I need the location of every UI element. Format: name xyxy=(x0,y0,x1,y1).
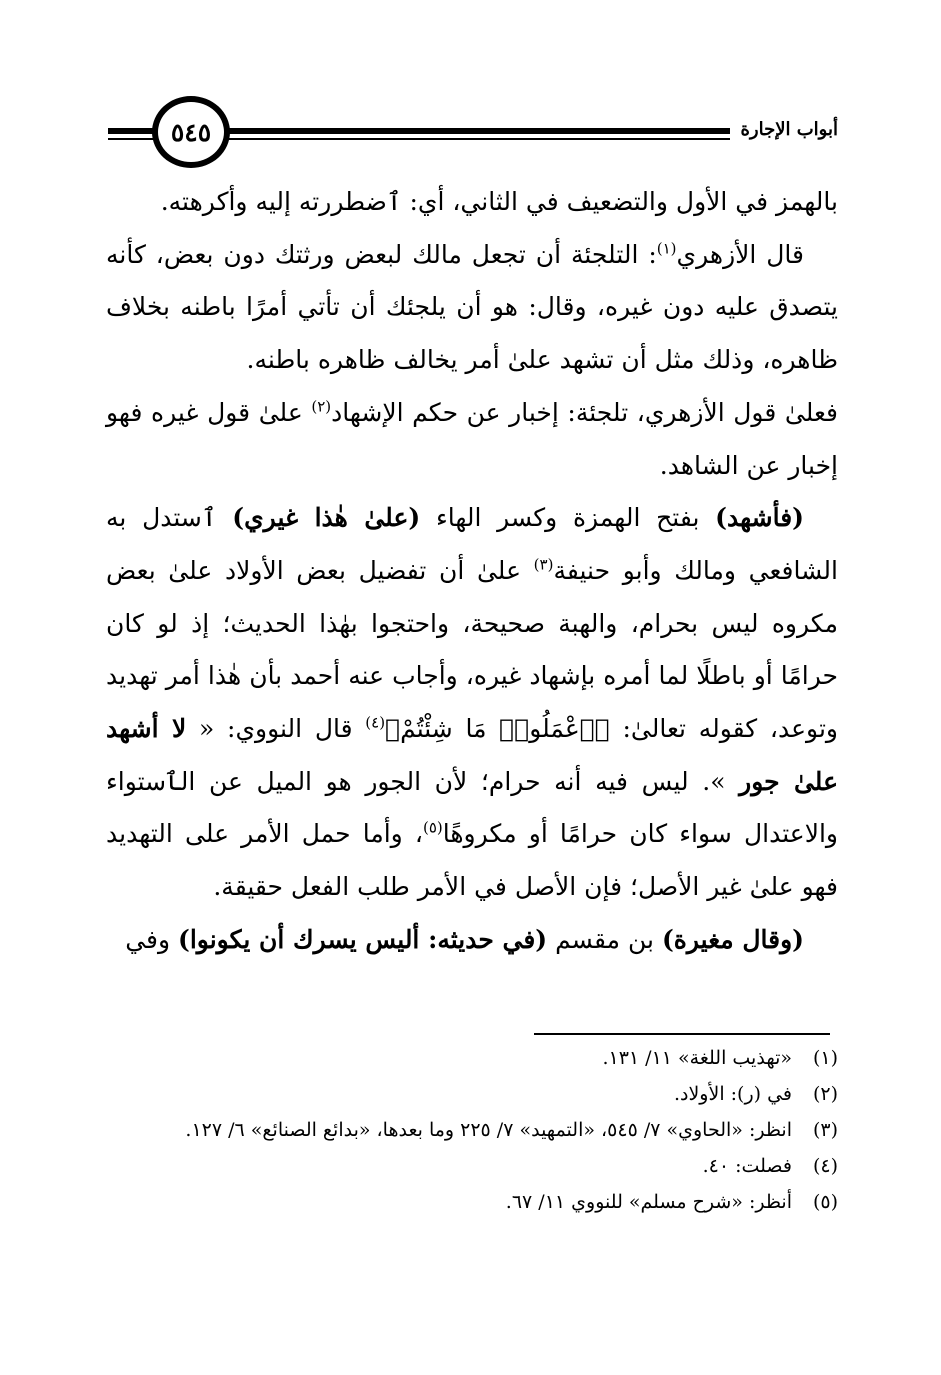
p5-bold-2: (في حديثه: أليس يسرك أن يكونوا) xyxy=(178,924,548,954)
p4-text-a: بفتح الهمزة وكسر الهاء xyxy=(420,503,716,533)
p3-text-a: فعلىٰ قول الأزهري، تلجئة: إخبار عن حكم الإشهاد xyxy=(331,397,838,427)
p5-bold-1: (وقال مغيرة) xyxy=(661,924,804,954)
paragraph-1 xyxy=(106,176,838,229)
footnote-text: «تهذيب اللغة» ١١/ ١٣١. xyxy=(602,1047,792,1069)
p1-text: بالهمز في الأول والتضعيف في الثاني، أي: ٱضطررته إليه وأكرهته. xyxy=(160,187,838,216)
footnote-item xyxy=(110,1148,838,1184)
footnote-text: فصلت: ٤٠. xyxy=(702,1155,792,1177)
footnote-ref-3[interactable]: (٣) xyxy=(533,555,554,574)
p4-text-c: علىٰ أن تفضيل بعض الأولاد علىٰ بعض مكروه ليس بحرام، والهبة صحيحة، واحتجوا بهٰذا الحديث؛ إذ لو كان حرامًا أو باطلًا لما أمره بإشهاد غيره، وأجاب عنه أحمد بأن هٰذا أمر تهديد وتوعد، كقوله تعالىٰ: xyxy=(106,555,838,744)
p2-text-a: قال الأزهري xyxy=(676,239,804,269)
footnote-item xyxy=(110,1076,838,1112)
p4-bold-2: (علىٰ هٰذا غيري) xyxy=(232,503,421,533)
p4-bold-1: (فأشهد) xyxy=(715,503,804,533)
footnote-number: (٣) xyxy=(812,1119,838,1141)
footnote-ref-1[interactable]: (١) xyxy=(656,239,677,258)
footnote-item xyxy=(110,1040,838,1076)
footnote-ref-5[interactable]: (٥) xyxy=(422,819,443,838)
p3-text-b: علىٰ قول غيره فهو إخبار عن الشاهد. xyxy=(106,397,838,480)
page-number: ٥٤٥ xyxy=(170,117,212,147)
footnote-number: (٢) xyxy=(812,1083,838,1105)
footnote-item xyxy=(110,1112,838,1148)
footnote-number: (١) xyxy=(812,1047,838,1069)
page-number-oval xyxy=(152,96,230,168)
p2-text-b: : التلجئة أن تجعل مالك لبعض ورثتك دون بعض، كأنه يتصدق عليه دون غيره، وقال: هو أن يلجئك أن تأتي أمرًا باطنه بخلاف ظاهره، وذلك مثل أن تشهد علىٰ أمر يخالف ظاهره باطنه. xyxy=(106,239,838,375)
p4-text-e: ». ليس فيه أنه حرام؛ لأن الجور هو الميل عن الٱستواء والاعتدال سواء كان حرامًا أو مكروهًا xyxy=(106,766,838,849)
p5-text-b: وفي xyxy=(125,924,178,954)
paragraph-3 xyxy=(106,387,838,492)
footnote-number: (٤) xyxy=(812,1155,838,1177)
p4-text-d: قال النووي: « xyxy=(186,714,366,744)
footnote-ref-4[interactable]: (٤) xyxy=(365,713,386,732)
page-header xyxy=(108,92,838,178)
footnotes xyxy=(110,1040,838,1220)
footnote-text: في (ر): الأولاد. xyxy=(673,1083,792,1105)
running-title: أبواب الإجارة xyxy=(730,116,838,144)
footnote-ref-2[interactable]: (٢) xyxy=(311,397,332,416)
paragraph-5 xyxy=(106,914,838,967)
quran-quote: ﴿ٱعْمَلُوا۟ مَا شِئْتُمْ﴾ xyxy=(385,714,610,744)
footnote-number: (٥) xyxy=(812,1191,838,1213)
p4-text-b: ٱستدل به الشافعي ومالك وأبو حنيفة xyxy=(106,503,838,585)
p4-bold-3: لا أشهد علىٰ جور xyxy=(106,714,838,796)
footnote-separator xyxy=(534,1033,830,1035)
footnote-text: انظر: «الحاوي» ٧/ ٥٤٥، «التمهيد» ٧/ ٢٢٥ وما بعدها، «بدائع الصنائع» ٦/ ١٢٧. xyxy=(185,1119,792,1141)
footnote-item xyxy=(110,1184,838,1220)
p4-text-f: ، وأما حمل الأمر على التهديد فهو علىٰ غير الأصل؛ فإن الأصل في الأمر طلب الفعل حقيقة. xyxy=(106,819,838,902)
paragraph-2 xyxy=(106,229,838,387)
p5-text-a: بن مقسم xyxy=(547,924,662,954)
body-text xyxy=(106,176,838,967)
footnote-text: أنظر: «شرح مسلم» للنووي ١١/ ٦٧. xyxy=(505,1191,792,1213)
paragraph-4 xyxy=(106,492,838,914)
